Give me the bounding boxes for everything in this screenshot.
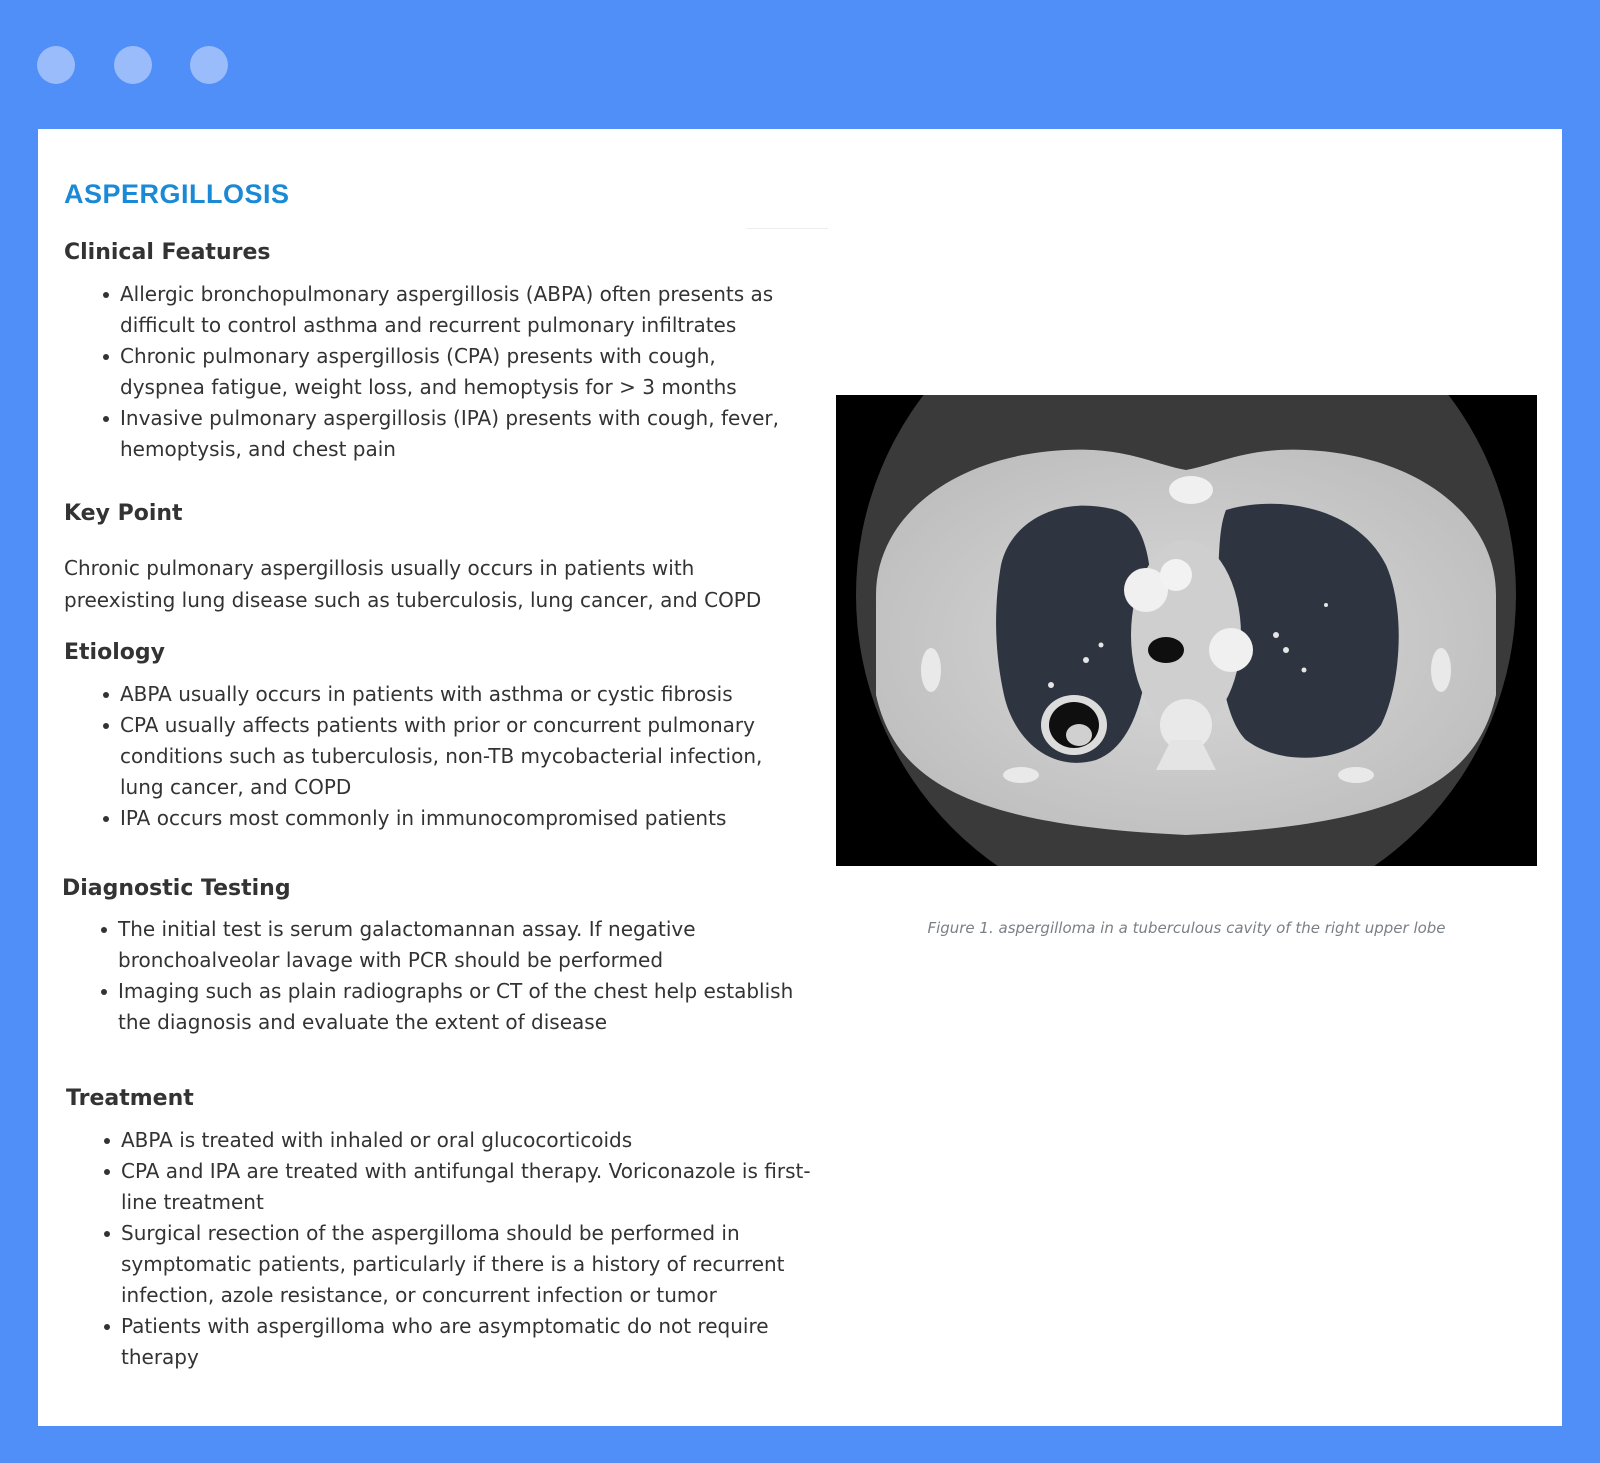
diagnostic-testing-heading: Diagnostic Testing [62, 876, 291, 901]
clinical-features-list [120, 279, 800, 465]
etiology-list [120, 679, 810, 834]
title-divider [746, 228, 828, 229]
treatment-list [121, 1125, 836, 1373]
list-item: Patients with aspergilloma who are asymptomatic do not require therapy [121, 1311, 836, 1373]
article-content [38, 129, 1562, 1426]
list-item: Chronic pulmonary aspergillosis (CPA) presents with cough, dyspnea fatigue, weight loss, and hemoptysis for > 3 months [120, 341, 800, 403]
window-dot-2[interactable] [114, 46, 152, 84]
diagnostic-testing-list [118, 914, 818, 1038]
list-item: The initial test is serum galactomannan assay. If negative bronchoalveolar lavage with PCR should be performed [118, 914, 818, 976]
list-item: Imaging such as plain radiographs or CT of the chest help establish the diagnosis and evaluate the extent of disease [118, 976, 818, 1038]
list-item: IPA occurs most commonly in immunocompromised patients [120, 803, 810, 834]
list-item: Allergic bronchopulmonary aspergillosis (ABPA) often presents as difficult to control asthma and recurrent pulmonary infiltrates [120, 279, 800, 341]
list-item: ABPA is treated with inhaled or oral glucocorticoids [121, 1125, 836, 1156]
list-item: ABPA usually occurs in patients with asthma or cystic fibrosis [120, 679, 810, 710]
ct-scan-graphic [836, 395, 1537, 866]
window-dot-3[interactable] [190, 46, 228, 84]
clinical-features-heading: Clinical Features [64, 240, 271, 265]
page-title: ASPERGILLOSIS [64, 179, 290, 209]
figure-caption: Figure 1. aspergilloma in a tuberculous cavity of the right upper lobe [927, 919, 1446, 937]
list-item: Surgical resection of the aspergilloma should be performed in symptomatic patients, particularly if there is a history of recurrent infection, azole resistance, or concurrent infection or tumor [121, 1218, 836, 1311]
etiology-heading: Etiology [64, 640, 165, 665]
key-point-heading: Key Point [64, 501, 183, 526]
window-dot-1[interactable] [37, 46, 75, 84]
ct-scan-image [836, 395, 1537, 866]
list-item: CPA usually affects patients with prior or concurrent pulmonary conditions such as tuberculosis, non-TB mycobacterial infection, lung cancer, and COPD [120, 710, 810, 803]
key-point-text: Chronic pulmonary aspergillosis usually occurs in patients with preexisting lung disease such as tuberculosis, lung cancer, and COPD [64, 556, 762, 612]
list-item: CPA and IPA are treated with antifungal therapy. Voriconazole is first-line treatment [121, 1156, 836, 1218]
treatment-heading: Treatment [66, 1086, 194, 1111]
list-item: Invasive pulmonary aspergillosis (IPA) presents with cough, fever, hemoptysis, and chest pain [120, 403, 800, 465]
